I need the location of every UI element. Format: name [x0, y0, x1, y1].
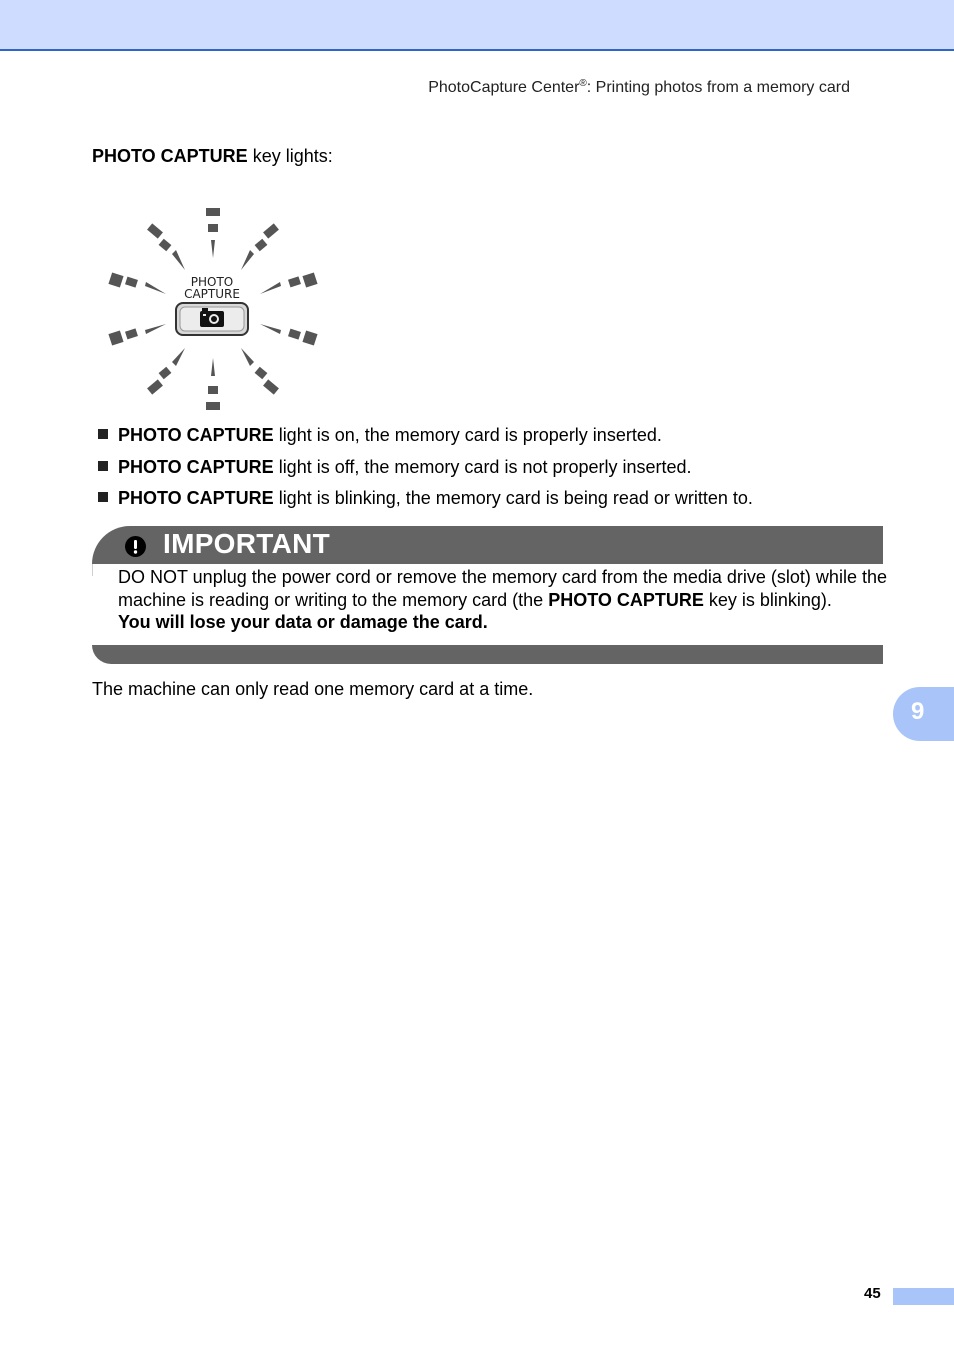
ray-spike — [211, 358, 215, 376]
ray-dash — [302, 272, 317, 287]
bullet-square-icon — [98, 461, 108, 471]
important-body — [118, 566, 888, 634]
ray-spike — [145, 324, 166, 334]
ray-dash — [108, 330, 123, 345]
list-item-text: light is on, the memory card is properly inserted. — [273, 425, 662, 445]
list-item-key: PHOTO CAPTURE — [118, 456, 274, 477]
important-text-2: key is blinking). — [703, 589, 832, 610]
closing-paragraph: The machine can only read one memory card at a time. — [92, 679, 534, 699]
ray-spike — [260, 324, 281, 334]
ray-dash — [159, 367, 172, 380]
list-item — [98, 423, 753, 455]
running-title-post: : Printing photos from a memory card — [586, 79, 850, 96]
ray-dash — [159, 239, 172, 252]
ray-dash — [147, 379, 163, 394]
ray-dash — [208, 386, 218, 394]
important-title: IMPORTANT — [163, 528, 331, 559]
list-item — [98, 455, 753, 487]
list-item-text: light is blinking, the memory card is being read or written to. — [273, 488, 753, 508]
ray-spike — [145, 282, 166, 294]
ray-dash — [206, 402, 220, 410]
important-header-bar — [92, 526, 883, 564]
ray-dash — [108, 272, 123, 287]
bullet-square-icon — [98, 492, 108, 502]
chapter-tab — [893, 687, 954, 741]
chapter-number: 9 — [911, 698, 925, 725]
running-title-pre: PhotoCapture Center — [428, 79, 580, 96]
ray-spike — [260, 282, 281, 294]
ray-dash — [288, 276, 301, 287]
ray-dash — [263, 223, 279, 238]
photo-capture-key-illustration — [104, 200, 322, 418]
list-item-key: PHOTO CAPTURE — [118, 488, 274, 508]
top-band — [0, 0, 954, 51]
intro-line — [92, 146, 333, 167]
list-item — [98, 486, 753, 518]
ray-dash — [263, 379, 279, 394]
ray-spike — [211, 240, 215, 258]
status-list — [98, 423, 753, 518]
running-header — [428, 78, 850, 97]
page-number-bar — [893, 1288, 954, 1305]
ray-dash — [147, 223, 163, 238]
ray-dash — [125, 277, 138, 288]
important-key: PHOTO CAPTURE — [548, 589, 704, 610]
list-item-text: light is off, the memory card is not properly inserted. — [273, 456, 692, 477]
ray-dash — [255, 367, 268, 380]
key-label-line1: PHOTO — [190, 275, 234, 289]
ray-spike — [241, 250, 254, 270]
important-warning: You will lose your data or damage the card. — [118, 612, 488, 632]
key-label-line2: CAPTURE — [184, 287, 240, 301]
ray-dash — [208, 224, 218, 232]
page-number: 45 — [864, 1285, 881, 1302]
ray-spike — [172, 250, 185, 270]
important-text-1: DO NOT unplug the power cord or remove the memory card from the media drive (slot) while the machine is reading or writing to the memory card (the — [118, 567, 887, 610]
list-item-key: PHOTO CAPTURE — [118, 425, 274, 445]
ray-dash — [255, 239, 268, 252]
intro-key-name: PHOTO CAPTURE — [92, 146, 248, 166]
important-divider — [92, 564, 93, 576]
intro-rest: key lights: — [247, 146, 333, 166]
ray-dash — [302, 330, 317, 345]
important-footer-bar — [92, 645, 883, 664]
ray-dash — [288, 329, 301, 340]
ray-spike — [172, 348, 185, 366]
registered-mark: ® — [579, 78, 587, 89]
exclamation-icon — [125, 536, 146, 557]
ray-spike — [241, 348, 254, 366]
bullet-square-icon — [98, 429, 108, 439]
ray-dash — [125, 328, 138, 339]
ray-dash — [206, 208, 220, 216]
